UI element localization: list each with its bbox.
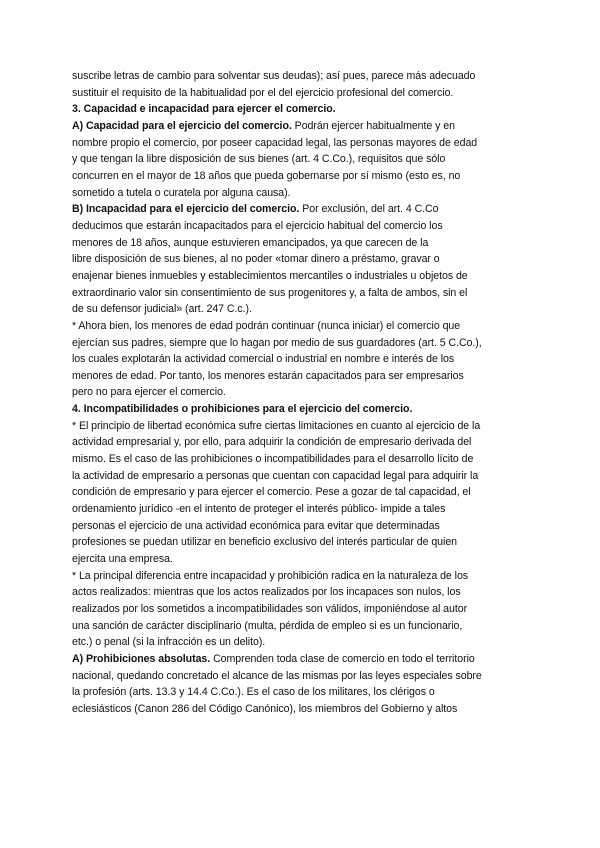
- text-line: [72, 568, 530, 585]
- text-line: [72, 651, 530, 668]
- text-run: menores de edad. Por tanto, los menores estarán capacitados para ser empresarios: [72, 369, 464, 382]
- text-run: * La principal diferencia entre incapacidad y prohibición radica en la naturaleza de los: [72, 569, 469, 582]
- text-run: eclesiásticos (Canon 286 del Código Canónico), los miembros del Gobierno y altos: [72, 702, 458, 715]
- text-line: [72, 668, 530, 685]
- text-line: [72, 201, 530, 218]
- text-run: la profesión (arts. 13.3 y 14.4 C.Co.). Es el caso de los militares, los clérigos o: [72, 686, 435, 699]
- text-line: [72, 384, 530, 401]
- text-line: [72, 434, 530, 451]
- text-run: condición de empresario y para ejercer el comercio. Pese a gozar de tal capacidad, el: [72, 486, 471, 499]
- bold-heading-run: 3. Capacidad e incapacidad para ejercer el comercio.: [72, 103, 336, 116]
- text-run: enajenar bienes inmuebles y establecimientos mercantiles o industriales u objetos de: [72, 269, 468, 282]
- text-line: [72, 318, 530, 335]
- text-line: [72, 684, 530, 701]
- text-line: [72, 601, 530, 618]
- text-line: [72, 418, 530, 435]
- bold-heading-run: A) Prohibiciones absolutas.: [72, 652, 211, 665]
- text-run: Comprenden toda clase de comercio en todo el territorio: [210, 652, 475, 665]
- text-line: [72, 285, 530, 302]
- text-line: [72, 468, 530, 485]
- text-run: ordenamiento jurídico -en el intento de proteger el interés público- impide a tales: [72, 503, 446, 516]
- text-line: [72, 218, 530, 235]
- text-run: Podrán ejercer habitualmente y en: [291, 119, 455, 132]
- text-run: deducimos que estarán incapacitados para el ejercicio habitual del comercio los: [72, 219, 443, 232]
- text-line: [72, 584, 530, 601]
- text-run: la actividad de empresario a personas que cuentan con capacidad legal para adquirir la: [72, 469, 479, 482]
- text-run: mismo. Es el caso de las prohibiciones o incompatibilidades para el desarrollo lícito de: [72, 453, 474, 466]
- text-line: [72, 118, 530, 135]
- text-line: [72, 368, 530, 385]
- text-run: libre disposición de sus bienes, al no poder «tomar dinero a préstamo, gravar o: [72, 253, 440, 266]
- text-run: actividad empresarial y, por ello, para adquirir la condición de empresario derivada del: [72, 436, 472, 449]
- text-line: [72, 618, 530, 635]
- text-line: [72, 351, 530, 368]
- text-run: nacional, quedando concretado el alcance de las mismas por las leyes especiales sobre: [72, 669, 482, 682]
- text-run: ejercían sus padres, siempre que lo hagan por medio de sus guardadores (art. 5 C.Co.),: [72, 336, 482, 349]
- text-run: los cuales explotarán la actividad comercial o industrial en nombre e interés de los: [72, 353, 455, 366]
- text-line: [72, 451, 530, 468]
- text-line: [72, 501, 530, 518]
- text-line: [72, 551, 530, 568]
- text-run: suscribe letras de cambio para solventar sus deudas); así pues, parece más adecuado: [72, 70, 476, 82]
- text-line: [72, 701, 530, 718]
- text-line: [72, 168, 530, 185]
- text-line: [72, 534, 530, 551]
- text-run: profesiones se puedan utilizar en beneficio exclusivo del interés particular de quien: [72, 536, 458, 549]
- text-run: Por exclusión, del art. 4 C.Co: [299, 203, 439, 216]
- text-line: [72, 634, 530, 651]
- text-line: [72, 335, 530, 352]
- text-run: pero no para ejercer el comercio.: [72, 386, 226, 399]
- text-run: nombre propio el comercio, por poseer capacidad legal, las personas mayores de edad: [72, 136, 478, 149]
- text-line: [72, 401, 530, 418]
- text-run: sometido a tutela o curatela por alguna causa).: [72, 186, 291, 199]
- text-line: [72, 235, 530, 252]
- text-run: una sanción de carácter disciplinario (multa, pérdida de empleo si es un funcionario,: [72, 619, 463, 632]
- text-line: [72, 268, 530, 285]
- text-line: [72, 135, 530, 152]
- bold-heading-run: 4. Incompatibilidades o prohibiciones para el ejercicio del comercio.: [72, 403, 413, 416]
- text-line: [72, 85, 530, 102]
- text-run: * Ahora bien, los menores de edad podrán continuar (nunca iniciar) el comercio que: [72, 319, 461, 332]
- bold-heading-run: B) Incapacidad para el ejercicio del comercio.: [72, 203, 300, 216]
- text-line: [72, 101, 530, 118]
- text-line: [72, 251, 530, 268]
- text-run: menores de 18 años, aunque estuvieren emancipados, ya que carecen de la: [72, 236, 429, 249]
- bold-heading-run: A) Capacidad para el ejercicio del comercio.: [72, 119, 292, 132]
- text-run: ejercita una empresa.: [72, 553, 173, 566]
- text-line: [72, 301, 530, 318]
- text-line: [72, 484, 530, 501]
- text-run: concurren en el mayor de 18 años que pueda gobernarse por sí mismo (esto es, no: [72, 169, 461, 182]
- text-run: extraordinario valor sin consentimiento de sus progenitores y, a falta de ambos, sin el: [72, 286, 468, 299]
- text-run: actos realizados: mientras que los actos realizados por los incapaces son nulos, los: [72, 586, 461, 599]
- text-line: [72, 185, 530, 202]
- text-run: y que tengan la libre disposición de sus bienes (art. 4 C.Co.), requisitos que sólo: [72, 153, 446, 166]
- text-line: [72, 151, 530, 168]
- text-run: de su defensor judicial» (art. 247 C.c.).: [72, 303, 252, 316]
- text-line: [72, 518, 530, 535]
- text-run: realizados por los sometidos a incompatibilidades son válidos, imponiéndose al autor: [72, 603, 468, 615]
- text-run: etc.) o penal (si la infracción es un delito).: [72, 636, 266, 649]
- text-run: sustituir el requisito de la habitualidad por el del ejercicio profesional del comercio.: [72, 86, 454, 99]
- document-page: [72, 68, 530, 718]
- text-line: [72, 68, 530, 85]
- text-run: personas el ejercicio de una actividad económica para evitar que determinadas: [72, 519, 440, 532]
- text-run: * El principio de libertad económica sufre ciertas limitaciones en cuanto al ejercicio de la: [72, 419, 481, 432]
